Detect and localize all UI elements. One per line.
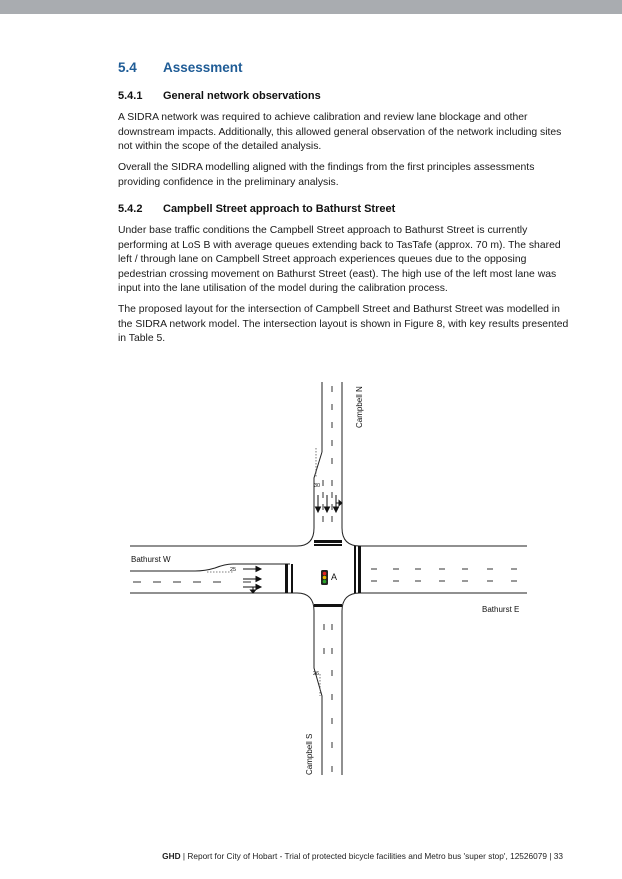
- north-stop-line: [314, 540, 342, 543]
- road-edge: [130, 452, 322, 546]
- east-crossing: [354, 546, 356, 593]
- subsection-title: General network observations: [163, 90, 321, 102]
- lane-arrows-west: [243, 567, 261, 594]
- paragraph: Overall the SIDRA modelling aligned with the findings from the first principles assessments providing confidence in the preliminary analysis.: [118, 162, 535, 188]
- traffic-signal-icon: [321, 570, 328, 585]
- section-number: 5.4: [118, 60, 137, 75]
- intersection-layout-diagram: [125, 378, 535, 778]
- section-heading: [118, 60, 243, 75]
- south-crossing: [314, 604, 342, 607]
- east-stop-line: [358, 546, 361, 593]
- north-crossing: [314, 544, 342, 546]
- road-edge: [342, 528, 527, 546]
- lane-markings-south: [324, 624, 332, 772]
- road-edge: [130, 564, 290, 571]
- campbell-s-label: Campbell S: [305, 733, 314, 775]
- road-edge: [130, 593, 322, 775]
- bathurst-e-label: Bathurst E: [482, 605, 520, 614]
- bathurst-w-label: Bathurst W: [131, 555, 171, 564]
- campbell-n-label: Campbell N: [355, 386, 364, 428]
- section-title: Assessment: [163, 60, 243, 75]
- subsection-title: Campbell Street approach to Bathurst Street: [163, 203, 396, 215]
- node-label: A: [331, 572, 338, 582]
- paragraph: A SIDRA network was required to achieve calibration and review lane blockage and other downstream impacts. Additionally, this allowed general observation of the network including sites not within the scope of the detailed analysis.: [118, 112, 562, 153]
- top-header-bar: [0, 0, 622, 14]
- lane-arrows-north: [316, 495, 343, 512]
- page-footer: [0, 851, 563, 861]
- paragraph: Under base traffic conditions the Campbell Street approach to Bathurst Street is currently performing at LoS B with average queues extending back to TasTafe (approx. 70 m). The shared left / through lane on Campbell Street approach experiences queues due to the opposing pedestrian crossing movement on Bathurst Street (east). The high use of the left most lane was input into the lane utilisation of the model during the calibration process.: [118, 225, 561, 295]
- subsection-heading-5-4-2: [118, 203, 395, 215]
- west-stop-line: [285, 564, 288, 593]
- road-edge: [342, 593, 527, 775]
- west-short-lane-length: 25: [230, 567, 237, 573]
- footer-brand: GHD: [162, 851, 181, 861]
- lane-markings-east: [371, 569, 517, 581]
- footer-text: | Report for City of Hobart - Trial of protected bicycle facilities and Metro bus 'super stop', 12526079 | 33: [180, 851, 563, 861]
- west-crossing: [291, 564, 293, 593]
- subsection-number: 5.4.2: [118, 203, 143, 215]
- north-short-lane-length: 30: [314, 483, 321, 489]
- subsection-number: 5.4.1: [118, 90, 143, 102]
- subsection-heading-5-4-1: [118, 90, 321, 102]
- south-short-lane-length: 26: [313, 671, 320, 677]
- paragraph: The proposed layout for the intersection of Campbell Street and Bathurst Street was modelled in the SIDRA network model. The intersection layout is shown in Figure 8, with key results presented in Table 5.: [118, 304, 569, 345]
